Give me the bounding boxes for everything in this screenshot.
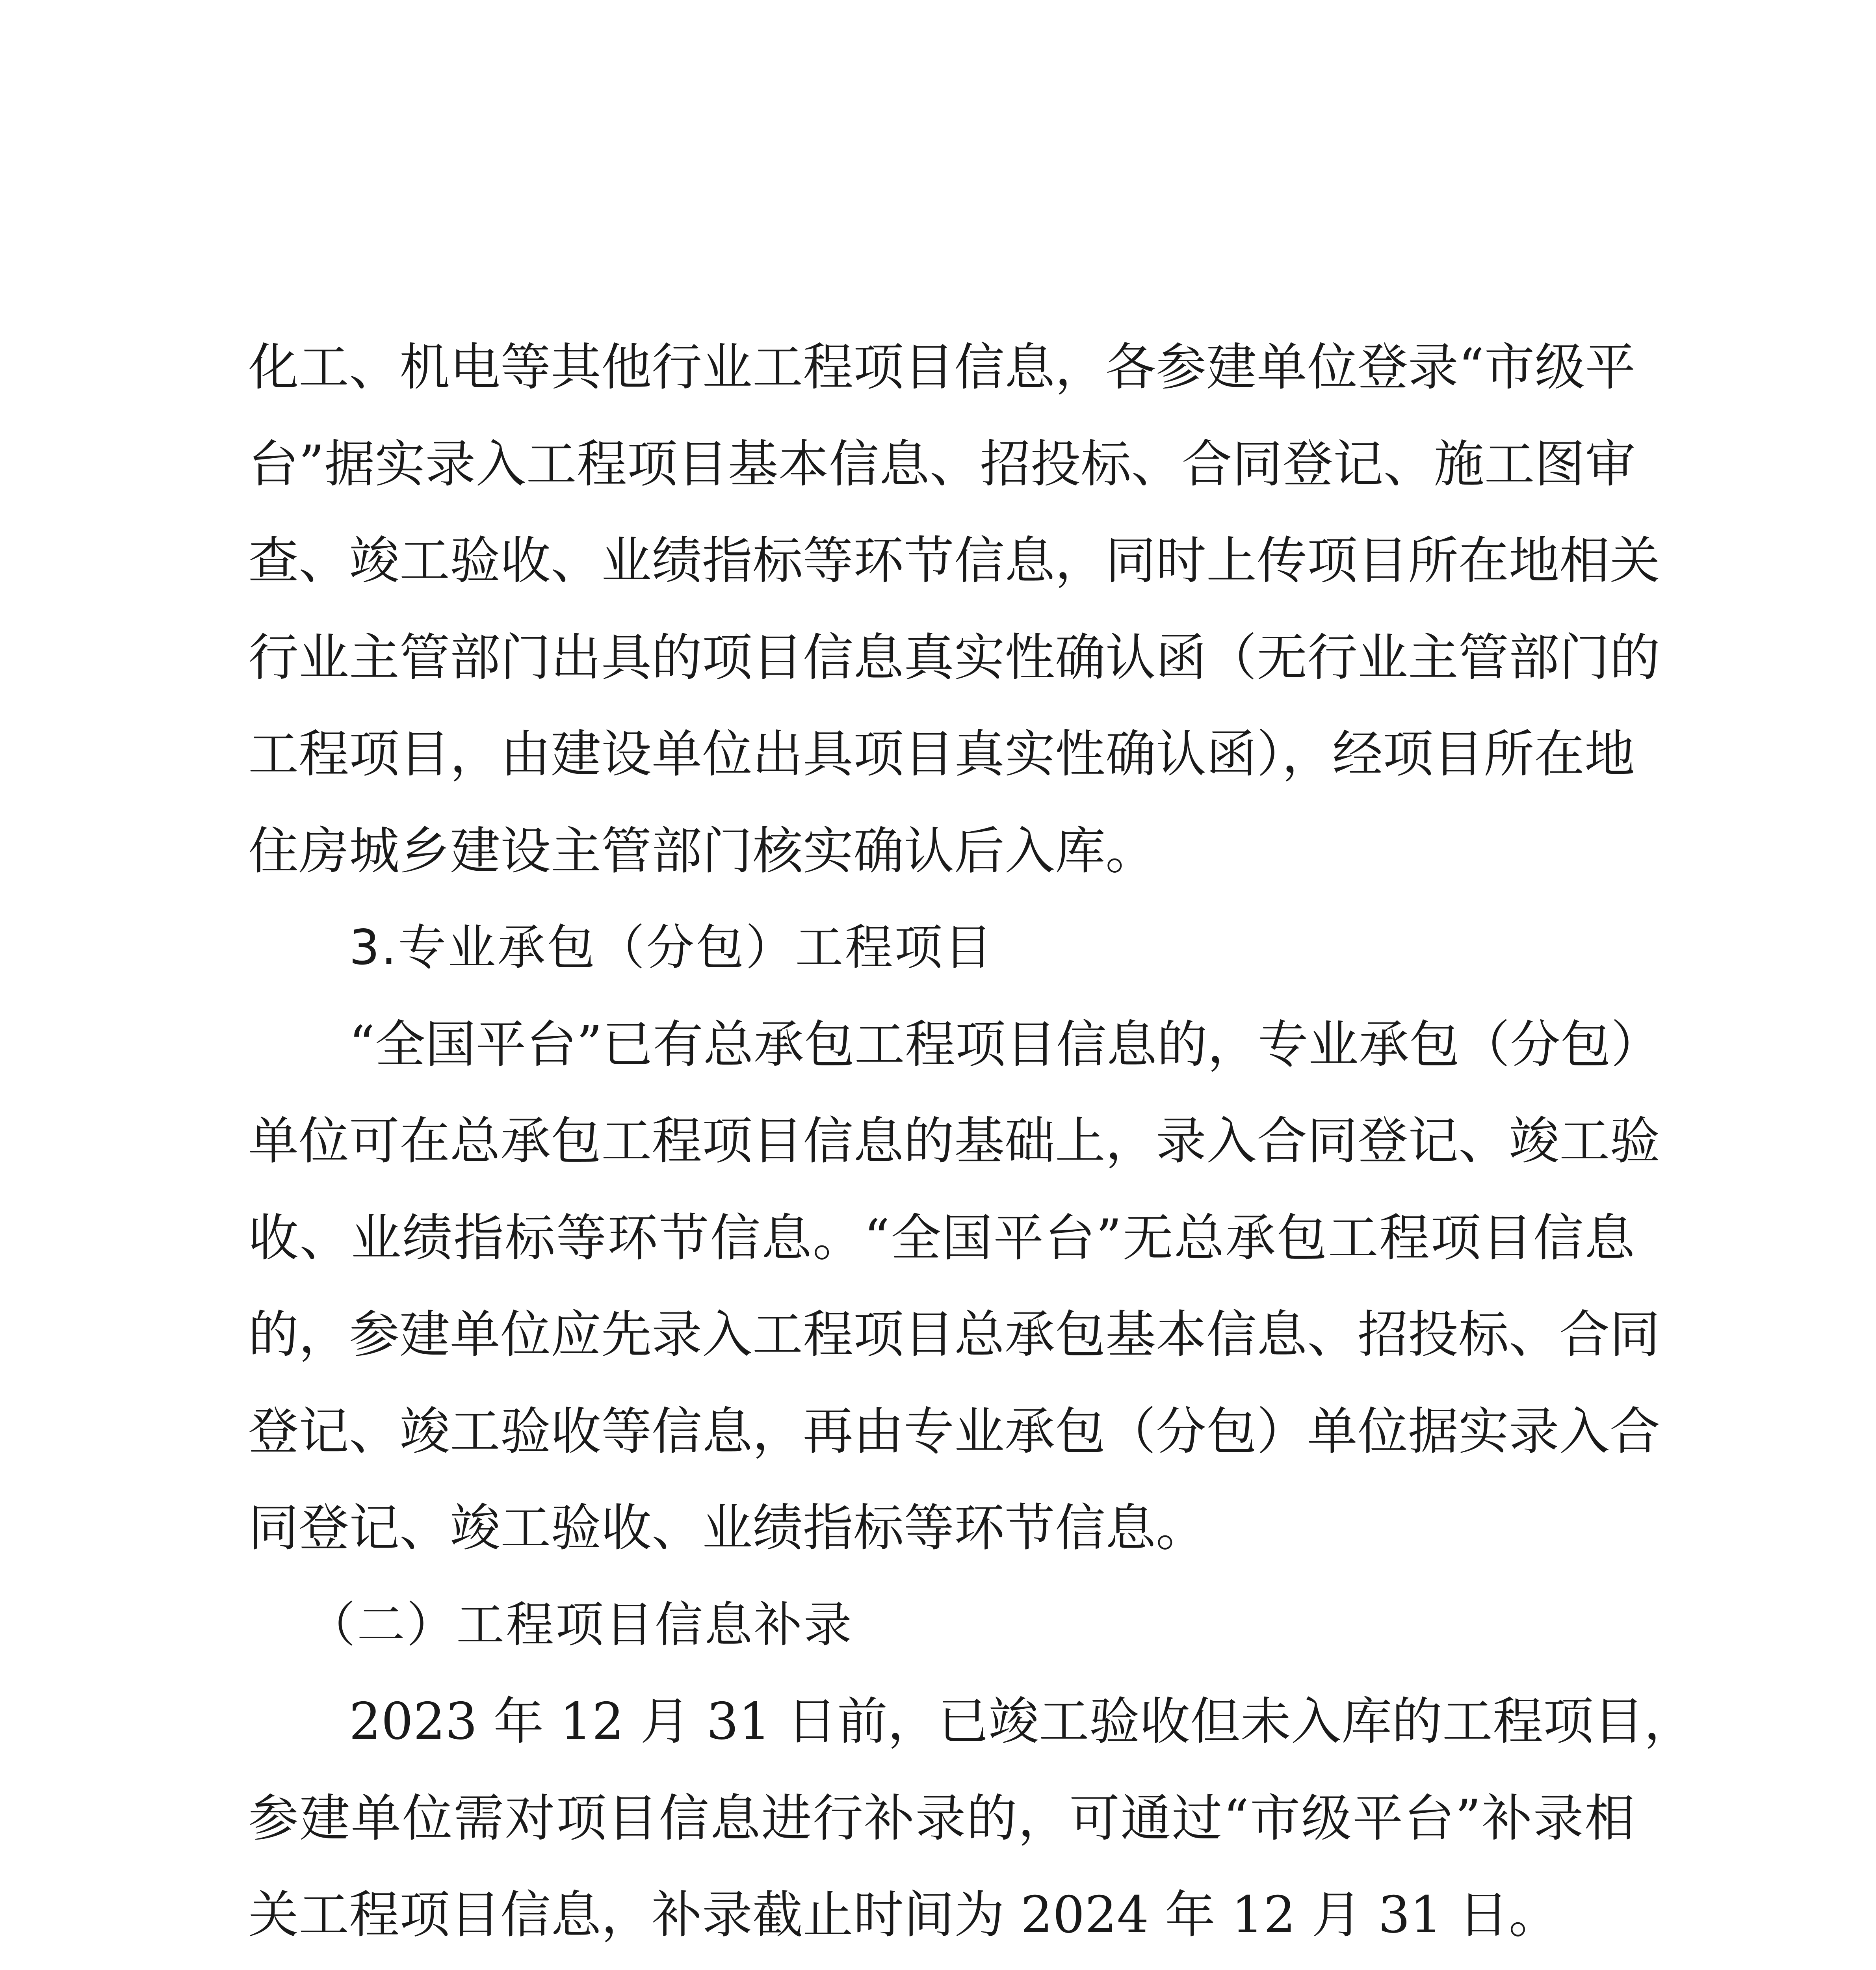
section-heading: （二）工程项目信息补录 xyxy=(307,1596,853,1653)
text-line: 工程项目，由建设单位出具项目真实性确认函），经项目所在地 xyxy=(248,725,1635,784)
text-line: 台”据实录入工程项目基本信息、招投标、合同登记、施工图审 xyxy=(248,435,1636,494)
text-line: 化工、机电等其他行业工程项目信息，各参建单位登录“市级平 xyxy=(248,338,1636,397)
text-line: 行业主管部门出具的项目信息真实性确认函（无行业主管部门的 xyxy=(248,628,1661,687)
section-heading: 3.专业承包（分包）工程项目 xyxy=(349,920,994,976)
text-line: 2023 年 12 月 31 日前，已竣工验收但未入库的工程项目， xyxy=(349,1692,1694,1751)
text-line: 查、竣工验收、业绩指标等环节信息，同时上传项目所在地相关 xyxy=(248,532,1661,590)
text-line: 的，参建单位应先录入工程项目总承包基本信息、招投标、合同 xyxy=(248,1305,1661,1364)
section-heading xyxy=(248,1964,1635,1970)
text-line: 参建单位需对项目信息进行补录的，可通过“市级平台”补录相 xyxy=(248,1789,1635,1848)
text-line: “全国平台”已有总承包工程项目信息的，专业承包（分包） xyxy=(349,1015,1661,1074)
text-line: 关工程项目信息，补录截止时间为 2024 年 12 月 31 日。 xyxy=(248,1886,1559,1944)
text-line: 同登记、竣工验收、业绩指标等环节信息。 xyxy=(248,1499,1207,1557)
document-body xyxy=(248,319,1694,1970)
text-line: 单位可在总承包工程项目信息的基础上，录入合同登记、竣工验 xyxy=(248,1112,1661,1171)
text-line: 收、业绩指标等环节信息。“全国平台”无总承包工程项目信息 xyxy=(248,1208,1635,1267)
text-line: 登记、竣工验收等信息，再由专业承包（分包）单位据实录入合 xyxy=(248,1402,1661,1461)
text-line: 住房城乡建设主管部门核实确认后入库。 xyxy=(248,821,1156,881)
